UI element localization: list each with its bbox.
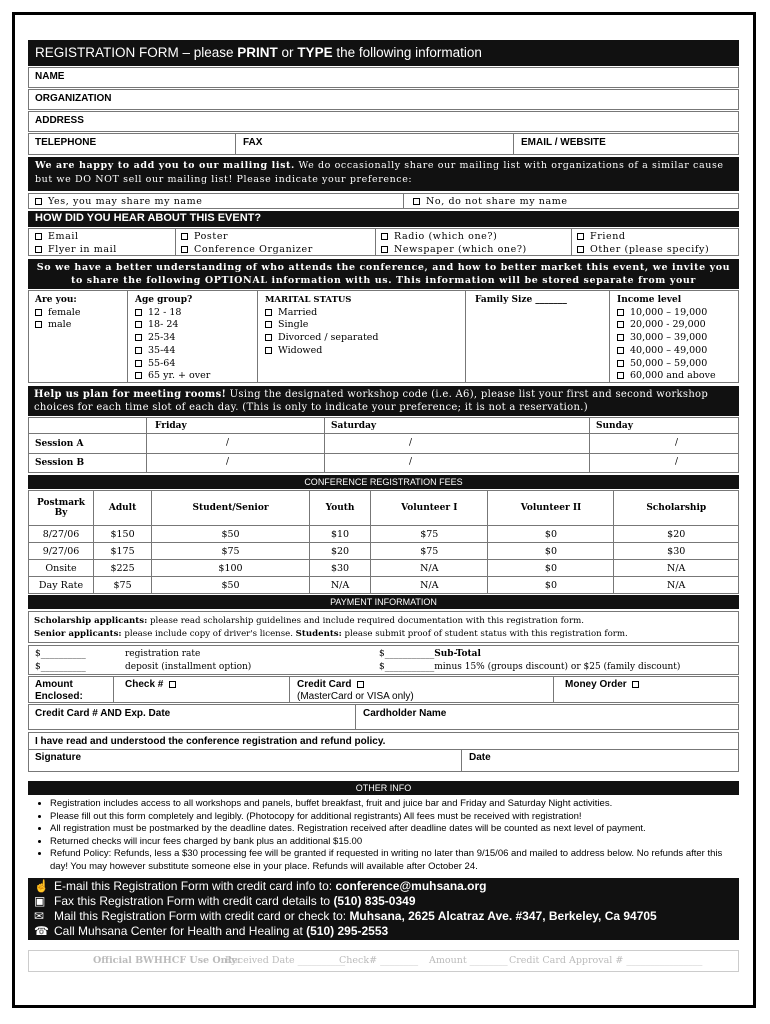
mail-line: ✉ Mail this Registration Form with credit card or check to: Muhsana, 2625 Alcatraz Ave. #347, Berkeley, Ca 94705 (34, 909, 657, 923)
telephone-icon: ☎ (34, 924, 49, 938)
demographics-section: Are you: female male Age group? 12 - 18 18- 24 25-34 35-44 55-64 65 yr. + over MARITAL STATUS Married Single Divorced / separated Widowed Family Size _______ Income level 10,000 – 19,000 20,000 - 29,000 30,000 – 39,000 40,000 – 49,000 50,000 – 59,000 60,000 and above (28, 290, 739, 383)
list-item: • Refund Policy: Refunds, less a $30 processing fee will be granted if requested in writing no later than 9/15/06 and mailed to address below. No refunds after this day! You may however substitute someone else in your place. Refunds will available after October 24. (50, 848, 739, 873)
demographics-notice: So we have a better understanding of who attends the conference, and how to better market this event, we invite you to share the following OPTIONAL information with us. This information will be stored separate from your (28, 259, 739, 289)
credit-card-option[interactable]: Credit Card (MasterCard or VISA only) (297, 679, 414, 702)
cardholder-name-field[interactable]: Cardholder Name (363, 708, 447, 719)
checkbox-icon[interactable] (169, 681, 176, 688)
table-cell: $0 (488, 560, 614, 577)
name-field[interactable]: NAME (28, 67, 739, 88)
marital-option[interactable]: Single (265, 319, 379, 332)
list-item: • All registration must be postmarked by the deadline dates. Registration received after deadline dates will be counted as next level of payment. (50, 823, 739, 836)
hear-option-newspaper[interactable]: Newspaper (which one?) (381, 244, 527, 257)
share-yes-option[interactable]: Yes, you may share my name (35, 196, 203, 207)
table-cell: $50 (152, 577, 310, 594)
registration-rate-input[interactable]: $__________ (35, 649, 86, 659)
table-cell: N/A (614, 560, 739, 577)
income-option[interactable]: 30,000 – 39,000 (617, 332, 716, 345)
table-cell: $75 (94, 577, 152, 594)
session-b-friday-input[interactable]: / (226, 457, 230, 467)
call-line: ☎ Call Muhsana Center for Health and Healing at (510) 295-2553 (34, 924, 389, 938)
subtotal-input[interactable]: $___________Sub-Total (379, 649, 481, 659)
table-cell: $30 (614, 543, 739, 560)
session-a-sunday-input[interactable]: / (675, 438, 679, 448)
date-field[interactable]: Date (469, 752, 491, 763)
mailing-list-notice: We are happy to add you to our mailing list. We do occasionally share our mailing list with organizations of a similar cause but we DO NOT sell our mailing list! Please indicate your preference: (28, 157, 739, 191)
hear-option-flyer[interactable]: Flyer in mail (35, 244, 117, 257)
mouse-pointer-icon: ☝ (34, 879, 49, 893)
table-cell: $175 (94, 543, 152, 560)
income-option[interactable]: 20,000 - 29,000 (617, 319, 716, 332)
money-order-option[interactable]: Money Order (565, 679, 645, 691)
marital-option[interactable]: Widowed (265, 345, 379, 358)
deposit-input[interactable]: $__________ (35, 661, 86, 672)
card-details-row (28, 704, 739, 730)
payment-instructions: Scholarship applicants: please read scholarship guidelines and include required documentation with this registration form. Senior applicants: please include copy of driver's license. Students: please submit proof of student status with this registration form. (28, 611, 739, 643)
email-website-field[interactable]: EMAIL / WEBSITE (521, 137, 606, 148)
workshop-sessions-grid: Friday Saturday Sunday Session A / / / Session B / / / (28, 417, 739, 473)
table-cell: Onsite (29, 560, 94, 577)
table-cell: $0 (488, 526, 614, 543)
age-option[interactable]: 35-44 (135, 345, 210, 358)
marital-option[interactable]: Married (265, 307, 379, 320)
table-cell: N/A (371, 577, 488, 594)
hear-option-email[interactable]: Email (35, 231, 117, 244)
age-option[interactable]: 18- 24 (135, 319, 210, 332)
table-cell: N/A (371, 560, 488, 577)
table-cell: $20 (309, 543, 370, 560)
address-field[interactable]: ADDRESS (28, 111, 739, 132)
checkbox-icon[interactable] (357, 681, 364, 688)
income-option[interactable]: 60,000 and above (617, 370, 716, 383)
table-cell: Day Rate (29, 577, 94, 594)
table-cell: $100 (152, 560, 310, 577)
marital-option[interactable]: Divorced / separated (265, 332, 379, 345)
table-row (29, 560, 739, 577)
table-cell: 9/27/06 (29, 543, 94, 560)
list-item: • Registration includes access to all workshops and panels, buffet breakfast, fruit and juice bar and Friday and Saturday Night activities. (50, 798, 739, 811)
table-row (29, 526, 739, 543)
table-cell: $150 (94, 526, 152, 543)
fax-line: ▣ Fax this Registration Form with credit card details to (510) 835-0349 (34, 894, 416, 908)
email-line: ☝ E-mail this Registration Form with credit card info to: conference@muhsana.org (34, 879, 487, 893)
fax-field[interactable]: FAX (243, 137, 263, 148)
hear-option-other[interactable]: Other (please specify) (577, 244, 709, 257)
hear-option-radio[interactable]: Radio (which one?) (381, 231, 527, 244)
discount-input[interactable]: $___________minus 15% (groups discount) or $25 (family discount) (379, 661, 681, 672)
organization-field[interactable]: ORGANIZATION (28, 89, 739, 110)
table-cell: $225 (94, 560, 152, 577)
table-cell: $75 (371, 526, 488, 543)
hear-section-title: HOW DID YOU HEAR ABOUT THIS EVENT? (28, 211, 739, 227)
signature-field[interactable]: Signature (35, 752, 82, 763)
checkbox-icon[interactable] (413, 198, 420, 205)
envelope-icon: ✉ (34, 909, 45, 923)
table-cell: N/A (614, 577, 739, 594)
fees-header-row: Postmark By Adult Student/Senior Youth Volunteer I Volunteer II Scholarship (29, 491, 739, 526)
fax-machine-icon: ▣ (34, 894, 46, 908)
table-row (29, 577, 739, 594)
session-b-saturday-input[interactable]: / (409, 457, 413, 467)
table-cell: $30 (309, 560, 370, 577)
age-option[interactable]: 65 yr. + over (135, 370, 210, 383)
family-size-field[interactable]: Family Size _______ (475, 295, 567, 305)
credit-card-number-field[interactable]: Credit Card # AND Exp. Date (35, 708, 171, 719)
mailing-preference-row (28, 193, 739, 209)
share-no-option[interactable]: No, do not share my name (413, 196, 568, 207)
payment-title-bar: PAYMENT INFORMATION (28, 595, 739, 609)
session-b-sunday-input[interactable]: / (675, 457, 679, 467)
contact-fields-row (28, 133, 739, 155)
gender-male-option[interactable]: male (35, 319, 80, 332)
age-option[interactable]: 55-64 (135, 358, 210, 371)
table-cell: $75 (371, 543, 488, 560)
payment-method-row: Amount Enclosed: Check # Credit Card (MasterCard or VISA only) Money Order (28, 676, 739, 703)
checkbox-icon[interactable] (632, 681, 639, 688)
table-cell: $75 (152, 543, 310, 560)
signature-row: I have read and understood the conference registration and refund policy. Signature Date (28, 732, 739, 772)
hear-option-friend[interactable]: Friend (577, 231, 709, 244)
table-cell: $10 (309, 526, 370, 543)
age-option[interactable]: 12 - 18 (135, 307, 210, 320)
other-info-list (28, 798, 739, 873)
table-cell: 8/27/06 (29, 526, 94, 543)
session-a-saturday-input[interactable]: / (409, 438, 413, 448)
hear-options (28, 228, 739, 256)
income-option[interactable]: 40,000 – 49,000 (617, 345, 716, 358)
gender-female-option[interactable]: female (35, 307, 80, 320)
list-item: • Please fill out this form completely and legibly. (Photocopy for additional registrants) All fees must be received with registration! (50, 811, 739, 824)
fees-table (28, 490, 739, 594)
income-option[interactable]: 50,000 – 59,000 (617, 358, 716, 371)
contact-block (28, 878, 739, 940)
income-option[interactable]: 10,000 – 19,000 (617, 307, 716, 320)
table-cell: $0 (488, 543, 614, 560)
age-option[interactable]: 25-34 (135, 332, 210, 345)
table-row (29, 543, 739, 560)
table-cell: $20 (614, 526, 739, 543)
email-link[interactable]: conference@muhsana.org (335, 879, 487, 893)
other-info-title-bar: OTHER INFO (28, 781, 739, 795)
payment-amounts: $__________ $__________ registration rate deposit (installment option) $___________Sub-Total $___________minus 15% (groups discount) or $25 (family discount) (28, 645, 739, 675)
hear-option-poster[interactable]: Poster (181, 231, 313, 244)
table-cell: N/A (309, 577, 370, 594)
meeting-rooms-notice: Help us plan for meeting rooms! Using the designated workshop code (i.e. A6), please list your first and second workshop choices for each time slot of each day. (This is only to indicate your preference; it is not a reservation.) (28, 386, 739, 416)
list-item: • Returned checks will incur fees charged by bank plus an additional $15.00 (50, 836, 739, 849)
official-use-row: Official BWHHCF Use Only: Received Date __________ Check# ________ Amount ________ Credit Card Approval # ________________ (28, 950, 739, 972)
form-title-bar: REGISTRATION FORM – please PRINT or TYPE the following information (28, 40, 739, 66)
fees-title-bar: CONFERENCE REGISTRATION FEES (28, 475, 739, 489)
check-option[interactable]: Check # (125, 679, 182, 691)
session-a-friday-input[interactable]: / (226, 438, 230, 448)
table-cell: $50 (152, 526, 310, 543)
telephone-field[interactable]: TELEPHONE (35, 137, 97, 148)
table-cell: $0 (488, 577, 614, 594)
hear-option-organizer[interactable]: Conference Organizer (181, 244, 313, 257)
checkbox-icon[interactable] (35, 198, 42, 205)
